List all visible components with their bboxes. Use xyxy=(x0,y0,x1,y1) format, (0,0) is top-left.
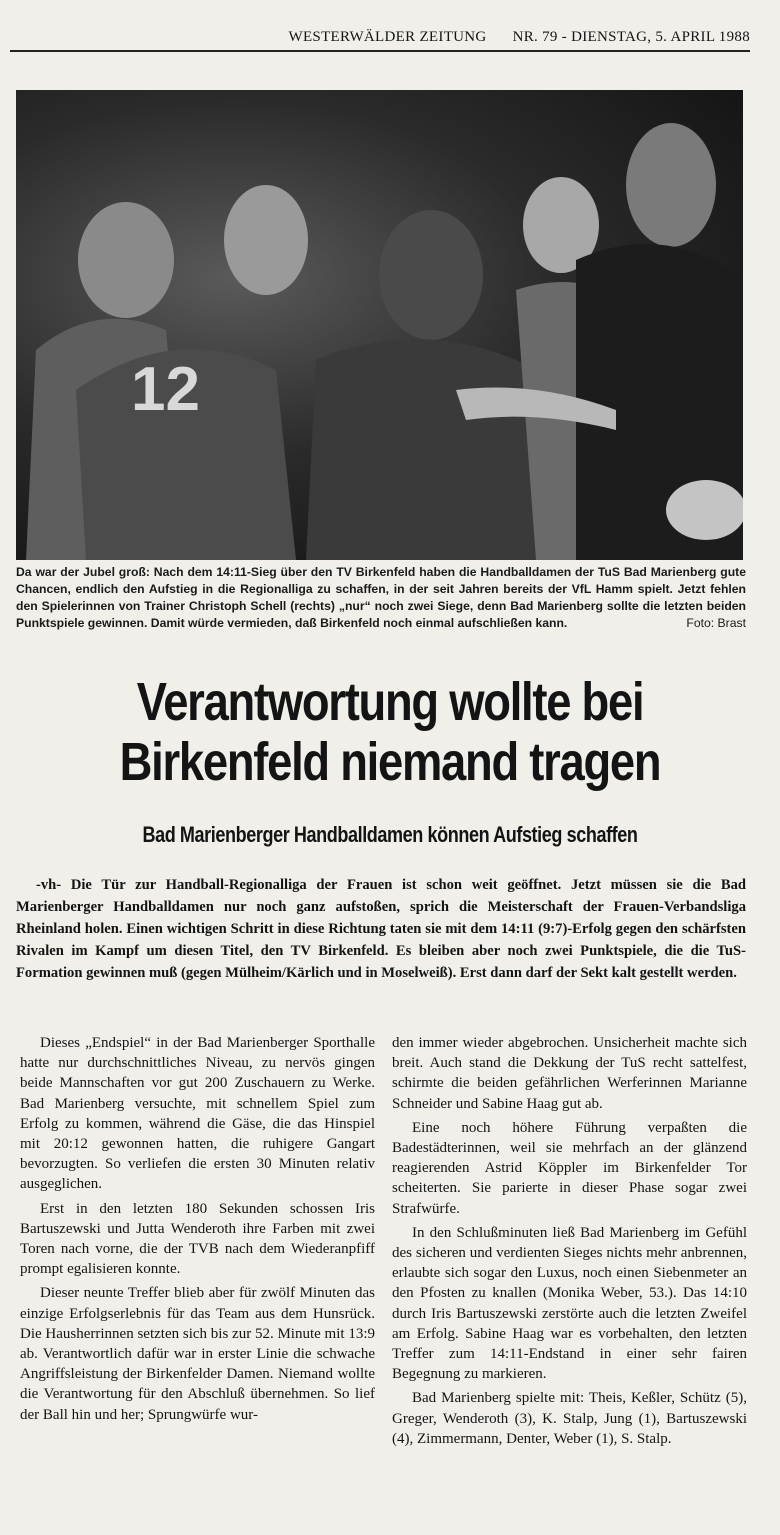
issue-date: NR. 79 - DIENSTAG, 5. APRIL 1988 xyxy=(512,29,750,45)
body-paragraph: Erst in den letzten 180 Sekunden schossen Iris Bartuszewski und Jutta Wenderoth ihre Farben mit zwei Toren nach vorne, die der TVB nach dem Wiederanpfiff prompt egalisieren konnte. xyxy=(20,1200,375,1278)
newspaper-name: WESTERWÄLDER ZEITUNG xyxy=(288,29,487,45)
subheadline: Bad Marienberger Handballdamen können Aufstieg schaffen xyxy=(142,822,638,847)
lead-paragraph: -vh- Die Tür zur Handball-Regionalliga der Frauen ist schon weit geöffnet. Jetzt müssen sie die Bad Marienberger Handballdamen nur noch ganz aufstoßen, sprich die Meisterschaft der Frauen-Verbandsliga Rheinland holen. Einen wichtigen Schritt in diese Richtung taten sie mit dem 14:11 (9:7)-Erfolg gegen den schärfsten Rivalen im Kampf um diesen Titel, den TV Birkenfeld. Es bleiben aber noch zwei Punktspiele, die die TuS-Formation gewinnen muß (gegen Mülheim/Kärlich und in Moselweiß). Erst dann darf der Sekt kalt gestellt werden. xyxy=(16,877,746,981)
body-paragraph: Dieser neunte Treffer blieb aber für zwölf Minuten das einzige Erfolgserlebnis für das Team aus dem Hunsrück. Die Hausherrinnen setzten sich bis zur 52. Minute mit 13:9 ab. Verantwortlich dafür war in erster Linie die schwache Angriffsleistung der Birkenfelder Damen. Niemand wollte die Verantwortung für den Abschluß übernehmen. So lief der Ball hin und her; Sprungwürfe wur- xyxy=(20,1285,375,1423)
body-paragraph: Eine noch höhere Führung verpaßten die Badestädterinnen, weil sie mehrfach an der glänzend reagierenden Astrid Köppler im Birkenfelder Tor scheiterten. Sie parierte in dieser Phase sogar zwei Strafwürfe. xyxy=(392,1119,747,1217)
headline-line-2: Birkenfeld niemand tragen xyxy=(119,732,661,792)
body-paragraph: Dieses „Endspiel“ in der Bad Marienberger Sporthalle hatte nur durchschnittliches Niveau, zu nervös gingen beide Mannschaften vor gut 200 Zuschauern zu Werke. Bad Marienberg versuchte, mit schnellem Spiel zum Erfolg zu kommen, während die Gäse, die das Hinspiel mit 20:12 gewonnen hatten, die ruhigere Gangart bevorzugten. So verliefen die ersten 30 Minuten relativ ausgeglichen. xyxy=(20,1035,375,1193)
headline-line-1: Verantwortung wollte bei xyxy=(136,672,644,732)
article-column-right xyxy=(392,1033,747,1453)
article-column-left xyxy=(20,1033,375,1429)
jersey-number: 12 xyxy=(131,355,200,424)
body-paragraph: In den Schlußminuten ließ Bad Marienberg im Gefühl des sicheren und verdienten Sieges nichts mehr anbrennen, erlaubte sich sogar den Luxus, noch einen Siebenmeter an den Pfosten zu knallen (Monika Weber, 53.). Das 14:10 durch Iris Bartuszewski zerstörte auch die letzten Zweifel am Erfolg. Sabine Haag war es vorbehalten, den letzten Treffer zum 14:11-Endstand in einer sehr fairen Begegnung zu markieren. xyxy=(392,1224,747,1383)
photo-credit: Foto: Brast xyxy=(686,616,746,630)
lineup-paragraph: Bad Marienberg spielte mit: Theis, Keßler, Schütz (5), Greger, Wenderoth (3), K. Stalp, Jung (1), Bartuszewski (4), Zimmermann, Denter, Weber (1), S. Stalp. xyxy=(392,1390,747,1447)
caption-text: Da war der Jubel groß: Nach dem 14:11-Sieg über den TV Birkenfeld haben die Handballdamen der TuS Bad Marienberg gute Chancen, endlich den Aufstieg in die Regionalliga zu schaffen, in der seit Jahren bereits der VfL Hamm spielt. Jetzt fehlen den Spielerinnen von Trainer Christoph Schell (rechts) „nur“ noch zwei Siege, denn Bad Marienberg sollte die letzten beiden Punktspiele gewinnen. Damit würde vermieden, daß Birkenfeld noch einmal aufschließen kann. xyxy=(16,565,746,630)
headline xyxy=(62,672,717,792)
masthead xyxy=(10,22,750,52)
photo-illustration xyxy=(16,90,743,560)
photo-caption xyxy=(16,564,746,632)
team-celebration-photo xyxy=(16,90,743,560)
body-paragraph: den immer wieder abgebrochen. Unsicherheit machte sich breit. Auch stand die Dekkung der TuS recht sattelfest, schirmte die beiden gefährlichen Werferinnen Marianne Schneider und Sabine Haag gut ab. xyxy=(392,1035,747,1112)
